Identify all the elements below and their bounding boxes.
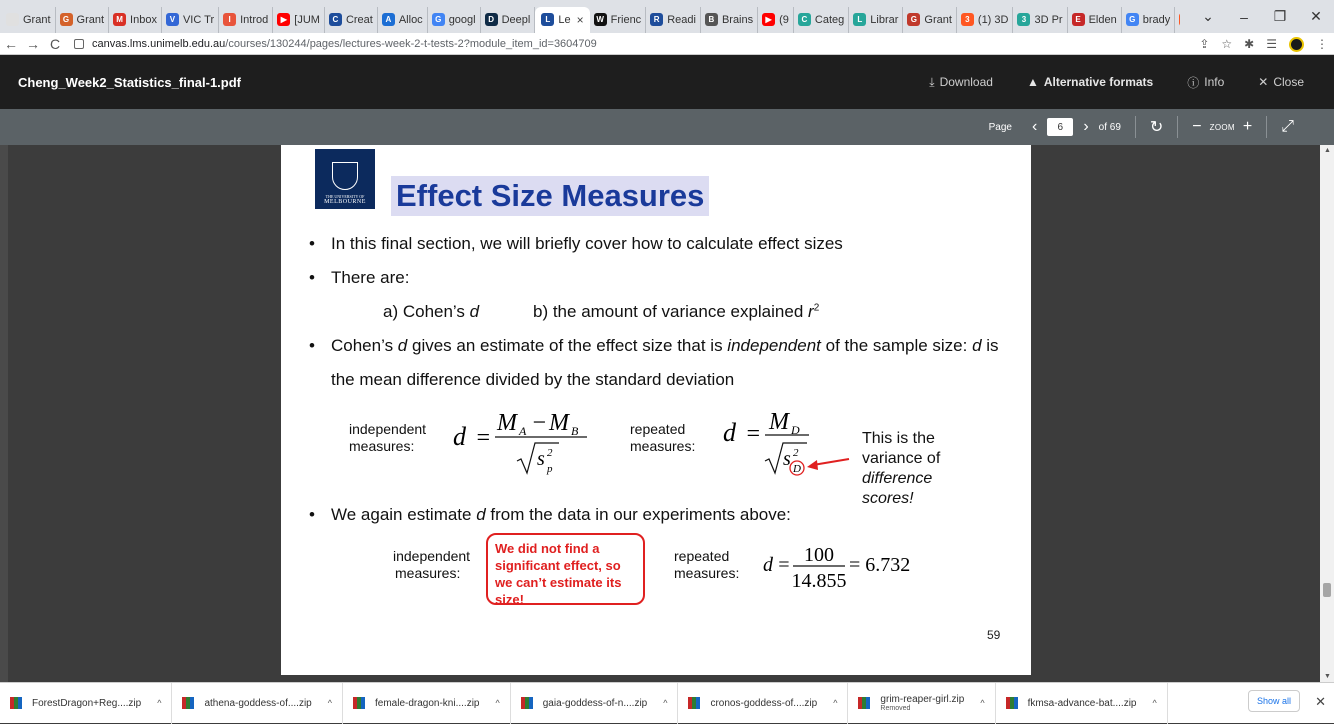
tab-favicon-icon: G: [60, 13, 73, 26]
download-options-icon[interactable]: ^: [663, 698, 668, 708]
download-options-icon[interactable]: ^: [495, 698, 500, 708]
close-window-icon[interactable]: ✕: [1310, 8, 1322, 24]
tab-favicon-icon: ▶: [762, 13, 775, 26]
maximize-icon[interactable]: ❐: [1273, 8, 1287, 24]
tab-label: Creat: [345, 13, 373, 26]
close-label: Close: [1273, 75, 1304, 89]
svg-text:=: =: [475, 425, 492, 451]
alternative-formats-icon: ▲: [1026, 75, 1039, 89]
slide-title: Effect Size Measures: [391, 176, 709, 216]
download-button[interactable]: [929, 75, 993, 90]
tab-label: [JUM: [294, 13, 320, 26]
zip-file-icon: [858, 697, 870, 709]
tab-favicon-icon: A: [382, 13, 395, 26]
info-button[interactable]: [1187, 74, 1224, 91]
tab-label: Introd: [240, 13, 269, 26]
tab-favicon-icon: G: [1126, 13, 1139, 26]
bullet-1: In this final section, we will briefly cover how to calculate effect sizes: [331, 234, 843, 253]
browser-tabstrip: [0, 0, 1334, 33]
tab-favicon-icon: ▶: [277, 13, 290, 26]
calc-denominator: 14.855: [791, 570, 847, 592]
download-options-icon[interactable]: ^: [833, 698, 838, 708]
browser-tab[interactable]: [903, 7, 957, 33]
browser-tab[interactable]: [1013, 7, 1067, 33]
download-filename: ForestDragon+Reg....zip: [32, 697, 142, 709]
zoom-label: ZOOM: [1209, 122, 1235, 132]
profile-avatar[interactable]: [1289, 37, 1304, 52]
tab-label: Alloc: [398, 13, 423, 26]
toolbar-divider: [1266, 116, 1267, 138]
independent-measures-label: independent measures:: [349, 421, 427, 454]
download-filename: grim-reaper-girl.zip: [880, 694, 965, 705]
document-title: Cheng_Week2_Statistics_final-1.pdf: [18, 74, 241, 90]
minimize-icon[interactable]: –: [1240, 8, 1248, 25]
tab-favicon-icon: 3: [1017, 13, 1030, 26]
tab-favicon-icon: L: [853, 13, 866, 26]
browser-tab[interactable]: [794, 7, 849, 33]
download-filename: cronos-goddess-of....zip: [710, 697, 818, 709]
left-panel-edge: [0, 145, 8, 682]
crest-shield-icon: [332, 162, 358, 190]
svg-text:D: D: [793, 463, 801, 475]
tab-favicon-icon: D: [485, 13, 498, 26]
download-filename: gaia-goddess-of-n....zip: [542, 697, 648, 709]
download-item[interactable]: [343, 683, 511, 724]
tab-favicon-icon: C: [798, 13, 811, 26]
window-controls: [1190, 0, 1334, 33]
fullscreen-icon[interactable]: ⤢: [1281, 118, 1294, 135]
extensions-icon[interactable]: ✱: [1244, 37, 1255, 51]
browser-tab[interactable]: [957, 7, 1014, 33]
no-effect-callout: We did not find a significant effect, so we can’t estimate its size!: [486, 533, 645, 605]
close-icon: ✕: [1258, 75, 1269, 89]
svg-text:p: p: [547, 463, 553, 475]
close-viewer-button[interactable]: [1258, 75, 1304, 89]
download-filename: female-dragon-kni....zip: [374, 697, 480, 709]
lock-icon: [74, 39, 84, 49]
independent-formula: [451, 401, 601, 481]
rotate-icon[interactable]: ↻: [1149, 119, 1164, 136]
svg-text:=: =: [777, 554, 791, 576]
vertical-scrollbar[interactable]: [1320, 145, 1334, 682]
download-options-icon[interactable]: ^: [327, 698, 332, 708]
menu-icon[interactable]: ⋮: [1316, 37, 1328, 51]
tab-label: Grant: [23, 13, 51, 26]
tab-label: googl: [448, 13, 476, 26]
repeated-formula: [721, 401, 861, 481]
download-item[interactable]: [511, 683, 679, 724]
svg-text:2: 2: [547, 447, 553, 459]
svg-text:d: d: [453, 422, 466, 451]
logo-text-line1: THE UNIVERSITY OF: [325, 194, 365, 199]
viewer-actions: [929, 55, 1304, 109]
zip-file-icon: [353, 697, 365, 709]
tab-label: Grant: [76, 13, 105, 26]
logo-text-line2: MELBOURNE: [324, 199, 366, 205]
repeated-measures-label-2: repeated measures:: [674, 548, 740, 581]
bookmark-star-icon[interactable]: ☆: [1221, 37, 1233, 51]
tab-favicon-icon: [6, 13, 19, 26]
calc-result: = 6.732: [849, 554, 911, 576]
tab-favicon-icon: E: [1072, 13, 1085, 26]
download-text: [710, 698, 817, 709]
page-number-input[interactable]: [1047, 118, 1073, 136]
url-host: canvas.lms.unimelb.edu.au: [92, 37, 226, 50]
download-label: Download: [939, 75, 993, 89]
browser-tab[interactable]: [2, 7, 56, 33]
repeated-calculation: [761, 541, 931, 593]
tab-label: brady: [1142, 13, 1171, 26]
viewer-toolbar: [0, 109, 1334, 145]
info-label: Info: [1204, 75, 1225, 89]
alternative-formats-label: Alternative formats: [1043, 75, 1154, 89]
close-downloads-icon[interactable]: ✕: [1315, 694, 1326, 709]
calc-numerator: 100: [804, 544, 834, 566]
zip-file-icon: [1006, 697, 1018, 709]
tab-label: Categ: [814, 13, 845, 26]
download-options-icon[interactable]: ^: [157, 698, 162, 708]
download-filename: athena-goddess-of....zip: [204, 697, 312, 709]
svg-text:=: =: [745, 421, 762, 447]
download-icon: ⤓: [929, 74, 935, 89]
browser-tab[interactable]: [1068, 7, 1122, 33]
browser-tab[interactable]: [273, 7, 325, 33]
viewer-header: [0, 55, 1334, 109]
download-item[interactable]: [848, 683, 995, 724]
tab-search-icon[interactable]: ⌄: [1202, 8, 1214, 24]
browser-tab[interactable]: [378, 7, 428, 33]
tab-favicon-icon: G: [907, 13, 920, 26]
browser-tab[interactable]: [535, 7, 589, 33]
tab-favicon-icon: G: [432, 13, 445, 26]
prev-page-icon[interactable]: ‹: [1031, 118, 1038, 135]
tab-label: (9: [779, 13, 789, 26]
tab-favicon-icon: L: [541, 13, 554, 26]
browser-tab[interactable]: [590, 7, 647, 33]
download-text: [543, 698, 648, 709]
browser-tab[interactable]: [56, 7, 110, 33]
tab-favicon-icon: I: [223, 13, 236, 26]
forward-icon[interactable]: →: [26, 35, 40, 52]
repeated-measures-label: repeated measures:: [630, 421, 696, 454]
svg-text:M: M: [497, 410, 517, 436]
download-options-icon[interactable]: ^: [980, 698, 985, 708]
tab-list: [0, 0, 1180, 33]
info-icon: ⓘ: [1187, 75, 1200, 90]
browser-tab[interactable]: [325, 7, 378, 33]
page-count: of 69: [1098, 121, 1121, 133]
university-logo: [315, 149, 375, 209]
tab-favicon-icon: 3: [961, 13, 974, 26]
scroll-up-icon[interactable]: ▲: [1324, 147, 1331, 154]
tab-label: Elden: [1088, 13, 1117, 26]
variance-note: This is the variance of difference scores!: [862, 430, 941, 507]
svg-text:−: −: [531, 410, 548, 436]
zip-file-icon: [182, 697, 194, 709]
slide-page-number: 59: [987, 628, 1001, 642]
download-text: [880, 694, 964, 712]
url-field[interactable]: [74, 34, 597, 54]
svg-text:M: M: [769, 409, 789, 435]
tab-label: Deepl: [501, 13, 531, 26]
share-icon[interactable]: ⇪: [1199, 37, 1210, 51]
tab-label: Readi: [667, 13, 696, 26]
address-bar: [0, 33, 1334, 55]
browser-tab[interactable]: [162, 7, 219, 33]
svg-text:d: d: [763, 554, 773, 576]
browser-tab[interactable]: [758, 7, 794, 33]
tab-close-icon[interactable]: ×: [576, 12, 584, 27]
zip-file-icon: [688, 697, 700, 709]
next-page-icon[interactable]: ›: [1083, 118, 1089, 135]
tab-label: 3D Pr: [1034, 13, 1063, 26]
download-status: Removed: [880, 705, 911, 712]
item-b: b) the amount of variance explained $r^2$: [533, 302, 820, 321]
download-text: [32, 698, 141, 709]
page-label: Page: [988, 121, 1012, 133]
zip-file-icon: [10, 697, 22, 709]
downloads-bar: [0, 682, 1334, 723]
tab-favicon-icon: V: [166, 13, 179, 26]
independent-measures-label-2: independent measures:: [393, 548, 471, 581]
zip-file-icon: [521, 697, 533, 709]
tab-label: VIC Tr: [182, 13, 215, 26]
tab-label: Brains: [721, 13, 754, 26]
toolbar-divider: [1135, 116, 1136, 138]
browser-tab[interactable]: [481, 7, 536, 33]
tab-favicon-icon: [1179, 13, 1180, 26]
tab-favicon-icon: B: [705, 13, 718, 26]
download-item[interactable]: [678, 683, 848, 724]
browser-tab[interactable]: [849, 7, 903, 33]
toolbar-divider: [1177, 116, 1178, 138]
zoom-in-icon[interactable]: +: [1242, 118, 1253, 135]
scrollbar-thumb[interactable]: [1323, 583, 1331, 597]
bullet-2: There are:: [331, 268, 410, 287]
browser-tab[interactable]: [701, 7, 758, 33]
svg-text:D: D: [791, 423, 800, 437]
bullet-4: We again estimate d from the data in our experiments above:: [331, 505, 791, 524]
svg-text:s: s: [537, 448, 545, 470]
tab-label: Le: [558, 13, 571, 26]
tab-favicon-icon: M: [113, 13, 126, 26]
tab-favicon-icon: C: [329, 13, 342, 26]
download-item[interactable]: [996, 683, 1168, 724]
download-text: [204, 698, 311, 709]
browser-tab[interactable]: [428, 7, 481, 33]
url-path: /courses/130244/pages/lectures-week-2-t-tests-2?module_item_id=3604709: [225, 37, 597, 50]
item-a: a) Cohen’s d: [383, 302, 480, 321]
svg-text:s: s: [783, 448, 791, 470]
download-item[interactable]: [0, 683, 172, 724]
reading-list-icon[interactable]: ☰: [1266, 37, 1277, 51]
slide-page: [281, 145, 1031, 675]
svg-text:A: A: [519, 424, 527, 438]
browser-tab[interactable]: [109, 7, 162, 33]
scroll-down-icon[interactable]: ▼: [1324, 673, 1331, 680]
tab-label: Librar: [870, 13, 899, 26]
alternative-formats-button[interactable]: [1027, 75, 1153, 89]
reload-icon[interactable]: C: [49, 35, 61, 52]
browser-tab[interactable]: [1175, 7, 1180, 33]
svg-text:B: B: [571, 424, 579, 438]
tab-label: Grant: [924, 13, 952, 26]
browser-tab[interactable]: [1122, 7, 1176, 33]
tab-label: Frienc: [610, 13, 642, 26]
download-text: [375, 698, 480, 709]
back-icon[interactable]: ←: [4, 35, 18, 52]
svg-text:d: d: [723, 418, 736, 447]
download-options-icon[interactable]: ^: [1152, 698, 1157, 708]
download-filename: fkmsa-advance-bat....zip: [1027, 697, 1137, 709]
tab-label: Inbox: [130, 13, 157, 26]
tab-favicon-icon: R: [650, 13, 663, 26]
browser-tab[interactable]: [219, 7, 273, 33]
svg-text:M: M: [549, 410, 569, 436]
tab-label: (1) 3D: [977, 13, 1009, 26]
tab-favicon-icon: W: [594, 13, 607, 26]
show-all-button[interactable]: Show all: [1248, 690, 1300, 712]
address-bar-actions: [1199, 33, 1328, 55]
download-text: [1028, 698, 1137, 709]
browser-tab[interactable]: [646, 7, 701, 33]
svg-text:2: 2: [793, 447, 799, 459]
zoom-out-icon[interactable]: −: [1192, 118, 1202, 135]
download-item[interactable]: [172, 683, 343, 724]
bullet-3: Cohen’s d gives an estimate of the effect size that is independent of the sample size: d is: [331, 336, 999, 355]
bullet-3-line2: the mean difference divided by the standard deviation: [331, 370, 735, 389]
